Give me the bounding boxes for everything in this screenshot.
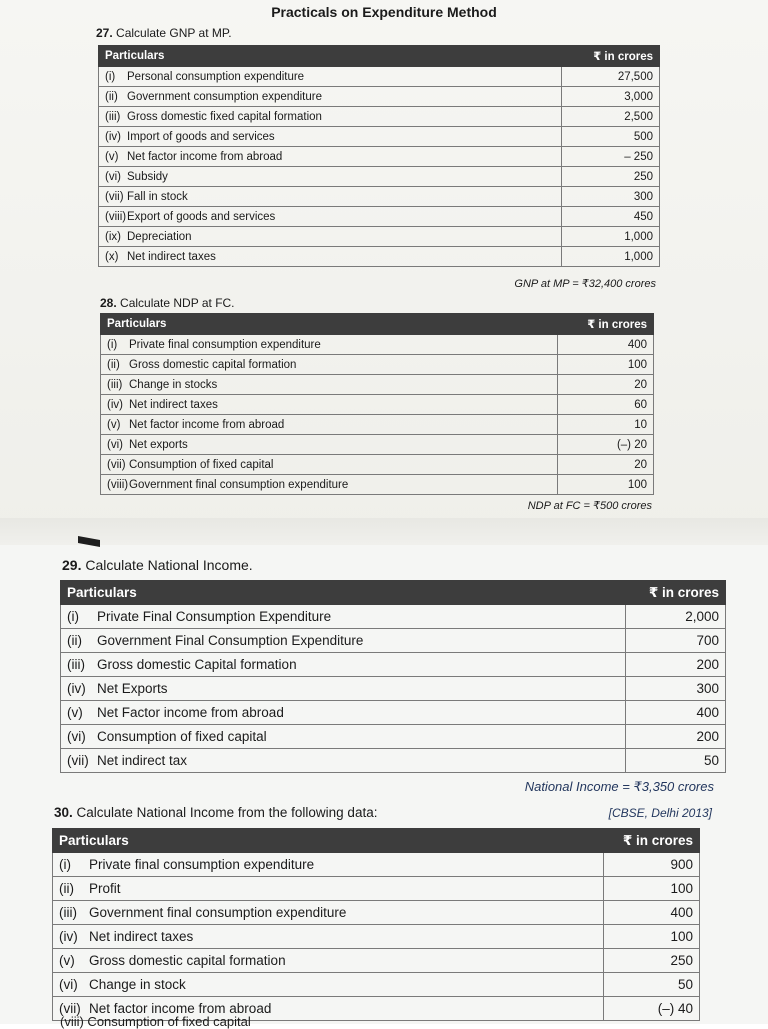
row-label: Private final consumption expenditure (129, 338, 321, 351)
table-row (53, 973, 700, 997)
table-row (61, 605, 726, 629)
row-number: (ii) (107, 358, 120, 371)
table-row (61, 677, 726, 701)
amount-cell: – 250 (562, 147, 660, 167)
table-row (61, 749, 726, 773)
amount-cell: 400 (626, 701, 726, 725)
header-amount: ₹ in crores (558, 314, 654, 335)
question-29-table (60, 580, 726, 773)
amount-cell: 2,500 (562, 107, 660, 127)
row-label: Net indirect taxes (129, 398, 218, 411)
amount-cell: 300 (626, 677, 726, 701)
table-row (99, 247, 660, 267)
row-number: (ii) (59, 881, 74, 896)
table-row (99, 87, 660, 107)
particular-cell (99, 107, 562, 127)
row-number: (iii) (107, 378, 123, 391)
particular-cell (99, 187, 562, 207)
row-label: Change in stocks (129, 378, 218, 391)
particular-cell (99, 247, 562, 267)
row-number: (iv) (67, 681, 86, 696)
table-row (99, 107, 660, 127)
particular-cell (101, 375, 558, 395)
particular-cell (99, 127, 562, 147)
row-label: Gross domestic capital formation (129, 358, 297, 371)
header-amount: ₹ in crores (562, 46, 660, 67)
amount-cell: 300 (562, 187, 660, 207)
row-label: Government final consumption expenditure (89, 905, 347, 920)
amount-cell: 50 (604, 973, 700, 997)
amount-cell: 1,000 (562, 227, 660, 247)
amount-cell: 50 (626, 749, 726, 773)
particular-cell (61, 701, 626, 725)
question-29-title: 29. Calculate National Income. (62, 557, 253, 573)
header-amount: ₹ in crores (604, 829, 700, 853)
table-row (101, 395, 654, 415)
question-30-table (52, 828, 700, 1021)
row-number: (i) (59, 857, 71, 872)
row-label: Consumption of fixed capital (129, 458, 274, 471)
row-number: (vii) (59, 1001, 81, 1016)
amount-cell: 250 (562, 167, 660, 187)
table-row (99, 167, 660, 187)
row-number: (vi) (59, 977, 78, 992)
row-label: Private Final Consumption Expenditure (97, 609, 332, 624)
table-row (53, 901, 700, 925)
row-label: Net indirect taxes (127, 250, 216, 263)
header-particulars: Particulars (61, 581, 626, 605)
table-row (101, 335, 654, 355)
question-30-source: [CBSE, Delhi 2013] (608, 806, 712, 820)
header-particulars: Particulars (53, 829, 604, 853)
amount-cell: (–) 40 (604, 997, 700, 1021)
row-number: (iii) (105, 110, 121, 123)
row-number: (v) (105, 150, 119, 163)
particular-cell (101, 415, 558, 435)
row-number: (viii) (105, 210, 127, 223)
row-label: Personal consumption expenditure (127, 70, 305, 83)
particular-cell (53, 853, 604, 877)
table-row (101, 435, 654, 455)
row-number: (ii) (105, 90, 118, 103)
amount-cell: 100 (558, 475, 654, 495)
amount-cell: 20 (558, 375, 654, 395)
amount-cell: 700 (626, 629, 726, 653)
row-number: (vii) (67, 753, 89, 768)
row-number: (v) (107, 418, 121, 431)
question-27-table (98, 45, 660, 267)
particular-cell (101, 435, 558, 455)
row-number: (i) (67, 609, 79, 624)
header-amount: ₹ in crores (626, 581, 726, 605)
table-row (101, 455, 654, 475)
table-row (61, 629, 726, 653)
row-number: (ii) (67, 633, 82, 648)
amount-cell: 450 (562, 207, 660, 227)
row-label: Gross domestic fixed capital formation (127, 110, 322, 123)
table-row (61, 701, 726, 725)
amount-cell: 60 (558, 395, 654, 415)
row-label: Net indirect taxes (89, 929, 194, 944)
row-label: Government Final Consumption Expenditure (97, 633, 364, 648)
particular-cell (101, 335, 558, 355)
row-number: (viii) (107, 478, 129, 491)
row-number: (i) (105, 70, 116, 83)
particular-cell (53, 877, 604, 901)
row-label: Net factor income from abroad (129, 418, 285, 431)
amount-cell: 500 (562, 127, 660, 147)
header-particulars: Particulars (99, 46, 562, 67)
amount-cell: 100 (604, 925, 700, 949)
row-label: Import of goods and services (127, 130, 275, 143)
row-label: Fall in stock (127, 190, 188, 203)
row-label: Government consumption expenditure (127, 90, 322, 103)
row-label: Government final consumption expenditure (129, 478, 349, 491)
question-27-title: 27. Calculate GNP at MP. (96, 26, 232, 40)
row-label: Net factor income from abroad (127, 150, 283, 163)
particular-cell (99, 207, 562, 227)
particular-cell (101, 355, 558, 375)
table-row (61, 725, 726, 749)
table-row (53, 877, 700, 901)
amount-cell: (–) 20 (558, 435, 654, 455)
question-28-title: 28. Calculate NDP at FC. (100, 296, 235, 310)
row-number: (ix) (105, 230, 121, 243)
particular-cell (61, 629, 626, 653)
question-30-clipped-row: (viii) Consumption of fixed capital (60, 1014, 251, 1029)
row-label: Consumption of fixed capital (97, 729, 267, 744)
row-number: (vi) (107, 438, 123, 451)
particular-cell (61, 677, 626, 701)
table-row (99, 127, 660, 147)
row-number: (x) (105, 250, 119, 263)
question-27-answer: GNP at MP = ₹32,400 crores (514, 278, 656, 290)
row-label: Net exports (129, 438, 188, 451)
table-row (99, 187, 660, 207)
question-29-answer: National Income = ₹3,350 crores (524, 779, 714, 794)
row-number: (vi) (105, 170, 121, 183)
row-label: Net Factor income from abroad (97, 705, 284, 720)
particular-cell (61, 749, 626, 773)
row-label: Net indirect tax (97, 753, 188, 768)
particular-cell (101, 475, 558, 495)
row-label: Private final consumption expenditure (89, 857, 315, 872)
row-number: (v) (67, 705, 83, 720)
amount-cell: 3,000 (562, 87, 660, 107)
amount-cell: 20 (558, 455, 654, 475)
table-row (101, 355, 654, 375)
row-number: (iii) (59, 905, 77, 920)
amount-cell: 200 (626, 653, 726, 677)
question-28-table (100, 313, 654, 495)
question-30-title: 30. Calculate National Income from the following data: (54, 805, 378, 820)
row-number: (iv) (107, 398, 123, 411)
table-row (53, 853, 700, 877)
table-row (53, 925, 700, 949)
table-row (99, 227, 660, 247)
row-label: Depreciation (127, 230, 192, 243)
amount-cell: 250 (604, 949, 700, 973)
table-row (53, 949, 700, 973)
row-number: (vii) (105, 190, 124, 203)
particular-cell (99, 167, 562, 187)
row-label: Gross domestic Capital formation (97, 657, 297, 672)
row-number: (vii) (107, 458, 126, 471)
row-label: Net factor income from abroad (89, 1001, 272, 1016)
amount-cell: 100 (604, 877, 700, 901)
particular-cell (101, 455, 558, 475)
amount-cell: 10 (558, 415, 654, 435)
row-number: (iv) (59, 929, 78, 944)
amount-cell: 400 (604, 901, 700, 925)
header-particulars: Particulars (101, 314, 558, 335)
table-row (101, 375, 654, 395)
particular-cell (99, 227, 562, 247)
table-row (61, 653, 726, 677)
row-number: (vi) (67, 729, 86, 744)
row-label: Export of goods and services (127, 210, 276, 223)
particular-cell (61, 653, 626, 677)
table-row (101, 415, 654, 435)
amount-cell: 1,000 (562, 247, 660, 267)
row-number: (iv) (105, 130, 121, 143)
particular-cell (61, 605, 626, 629)
particular-cell (61, 725, 626, 749)
particular-cell (53, 901, 604, 925)
amount-cell: 200 (626, 725, 726, 749)
page-heading: Practicals on Expenditure Method (271, 4, 497, 20)
row-number: (i) (107, 338, 118, 351)
particular-cell (99, 87, 562, 107)
question-28-answer: NDP at FC = ₹500 crores (527, 500, 652, 512)
particular-cell (53, 925, 604, 949)
particular-cell (53, 973, 604, 997)
particular-cell (99, 67, 562, 87)
row-number: (iii) (67, 657, 85, 672)
table-row (99, 67, 660, 87)
particular-cell (53, 949, 604, 973)
table-row (101, 475, 654, 495)
particular-cell (99, 147, 562, 167)
row-label: Profit (89, 881, 121, 896)
table-row (99, 207, 660, 227)
row-label: Gross domestic capital formation (89, 953, 286, 968)
row-label: Net Exports (97, 681, 168, 696)
particular-cell (101, 395, 558, 415)
amount-cell: 2,000 (626, 605, 726, 629)
amount-cell: 400 (558, 335, 654, 355)
amount-cell: 27,500 (562, 67, 660, 87)
row-label: Change in stock (89, 977, 186, 992)
row-label: Subsidy (127, 170, 168, 183)
table-row (99, 147, 660, 167)
amount-cell: 100 (558, 355, 654, 375)
row-number: (v) (59, 953, 75, 968)
amount-cell: 900 (604, 853, 700, 877)
